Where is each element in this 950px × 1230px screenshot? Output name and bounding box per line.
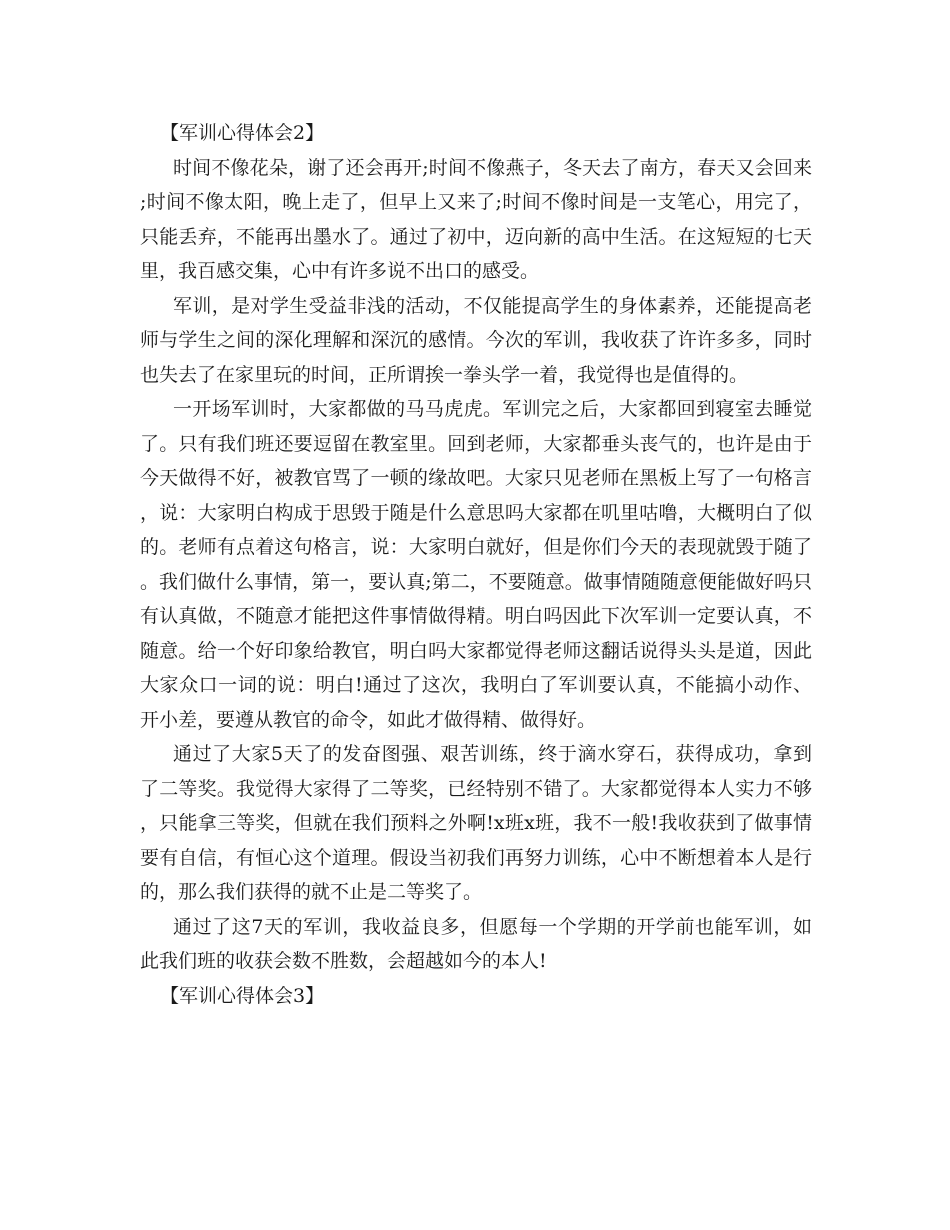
paragraph-1: 时间不像花朵，谢了还会再开;时间不像燕子，冬天去了南方，春天又会回来;时间不像太阳，晚上走了，但早上又来了;时间不像时间是一支笔心，用完了，只能丢弃，不能再出墨水了。通过了初中，迈向新的高中生活。在这短短的七天里，我百感交集，心中有许多说不出口的感受。 [140,156,812,282]
paragraph-3: 一开场军训时，大家都做的马马虎虎。军训完之后，大家都回到寝室去睡觉了。只有我们班还要逗留在教室里。回到老师，大家都垂头丧气的，也许是由于今天做得不好，被教官骂了一顿的缘故吧。大家只见老师在黑板上写了一句格言，说：大家明白构成于思毁于随是什么意思吗大家都在叽里咕噜，大概明白了似的。老师有点着这句格言，说：大家明白就好，但是你们今天的表现就毁于随了。我们做什么事情，第一，要认真;第二，不要随意。做事情随随意便能做好吗只有认真做，不随意才能把这件事情做得精。明白吗因此下次军训一定要认真，不随意。给一个好印象给教官，明白吗大家都觉得老师这翻话说得头头是道，因此大家众口一词的说：明白!通过了这次，我明白了军训要认真，不能搞小动作、开小差，要遵从教官的命令，如此才做得精、做得好。 [140,398,812,731]
paragraph-5: 通过了这7天的军训，我收益良多，但愿每一个学期的开学前也能军训，如此我们班的收获会数不胜数，会超越如今的本人! [140,915,812,972]
document-body [140,116,812,1013]
paragraph-4: 通过了大家5天了的发奋图强、艰苦训练，终于滴水穿石，获得成功，拿到了二等奖。我觉得大家得了二等奖，已经特别不错了。大家都觉得本人实力不够，只能拿三等奖，但就在我们预料之外啊!x班x班，我不一般!我收获到了做事情要有自信，有恒心这个道理。假设当初我们再努力训练，心中不断想着本人是行的，那么我们获得的就不止是二等奖了。 [140,743,812,903]
section-heading-3: 【军训心得体会3】 [160,984,325,1007]
paragraph-2: 军训，是对学生受益非浅的活动，不仅能提高学生的身体素养，还能提高老师与学生之间的深化理解和深沉的感情。今次的军训，我收获了许许多多，同时也失去了在家里玩的时间，正所谓挨一拳头学一着，我觉得也是值得的。 [140,294,812,386]
section-heading-2: 【军训心得体会2】 [160,122,325,144]
